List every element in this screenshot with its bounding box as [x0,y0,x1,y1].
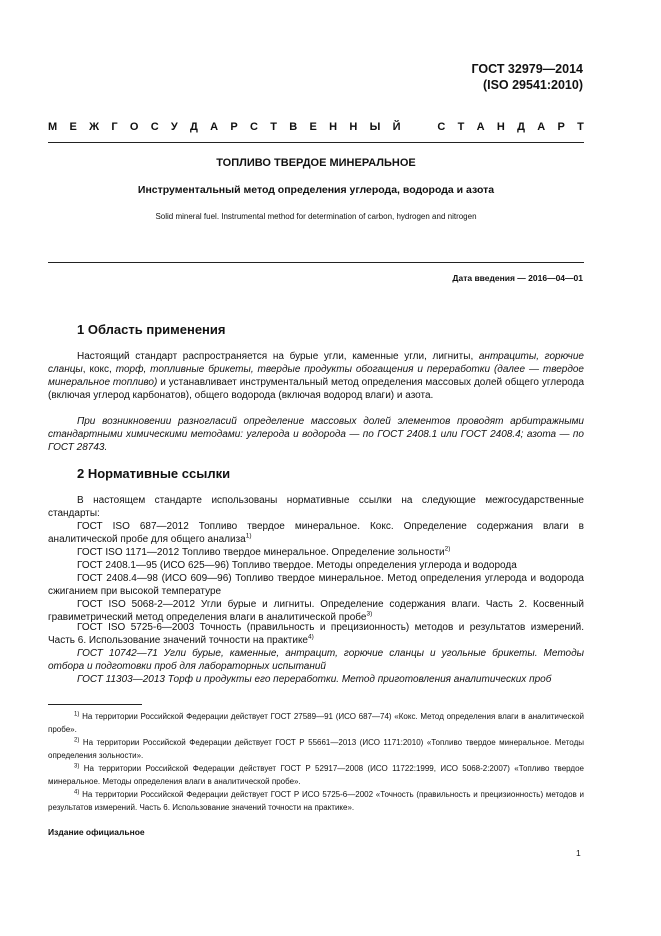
reference-text: ГОСТ ISO 5068-2—2012 Угли бурые и лигниты. Определение содержания влаги. Часть 2. Косвенный гравиметрический метод определения влаги в аналитической пробе [48,599,584,623]
caption-letter: Р [230,121,238,133]
official-edition-label: Издание официальное [48,827,145,837]
footnote-text: На территории Российской Федерации действует ГОСТ Р ИСО 5725-6—2002 «Точность (правильность и прецизионность) методов и результатов измерений. Часть 6. Использование значений точности на практике». [48,790,584,812]
reference-text: ГОСТ 11303—2013 Торф и продукты его переработки. Метод приготовления аналитических проб [77,674,552,685]
caption-letter: Т [270,121,277,133]
footnote-divider [48,704,142,705]
caption-letter: В [289,121,298,133]
english-title: Solid mineral fuel. Instrumental method for determination of carbon, hydrogen and nitrogen [155,212,477,221]
standard-number: ГОСТ 32979—2014 [471,62,583,76]
reference-text: ГОСТ 2408.4—98 (ИСО 609—96) Топливо твердое минеральное. Метод определения углерода и водорода сжиганием при высокой температуре [48,573,584,597]
caption-letter: С [150,121,159,133]
reference-text: ГОСТ ISO 687—2012 Топливо твердое минеральное. Кокс. Определение содержания влаги в аналитической пробе для общего анализа [48,521,584,545]
scope-text-italic: торф, топливные брикеты, твердые продукты обогащения и переработки (далее — твердое минеральное топливо) [48,364,584,388]
caption-letter: Д [190,121,198,133]
caption-letter: А [210,121,219,133]
reference-text: ГОСТ ISO 5725-6—2003 Точность (правильность и прецизионность) методов и результатов измерений. Часть 6. Использование значений точности на практике [48,622,584,646]
footnote-mark: 4) [74,789,80,796]
interstate-standard-caption [48,121,584,133]
caption-letter: М [48,121,58,133]
reference-item [48,572,584,598]
footnote-mark: 3) [74,763,80,770]
caption-letter: А [476,121,485,133]
caption-letter: О [129,121,139,133]
reference-text: ГОСТ 2408.1—95 (ИСО 625—96) Топливо твердое. Методы определения углерода и водорода [77,560,517,571]
footnote-marker[interactable]: 2) [444,545,451,553]
caption-letter: Г [111,121,118,133]
footnote-mark: 1) [74,711,80,718]
iso-number: (ISO 29541:2010) [482,78,583,92]
caption-letter: Т [457,121,465,133]
caption-letter: Н [349,121,358,133]
caption-letter: А [537,121,546,133]
caption-letter: Р [557,121,565,133]
document-title: ТОПЛИВО ТВЕРДОЕ МИНЕРАЛЬНОЕ [216,157,416,169]
references-intro: В настоящем стандарте использованы нормативные ссылки на следующие межгосударственные стандарты: [48,495,584,519]
footnote [48,736,584,762]
arbitration-paragraph: При возникновении разногласий определение массовых долей элементов проводят арбитражными стандартными химическими методами: углерода и водорода — по ГОСТ 2408.1 или ГОСТ 2408.4; азота — по ГОСТ 28743. [48,416,584,453]
footnote-text: На территории Российской Федерации действует ГОСТ Р 55661—2013 (ИСО 1171:2010) «Топливо твердое минеральное. Методы определения зольности». [48,738,584,760]
caption-letter: Д [517,121,525,133]
section-2-heading: 2 Нормативные ссылки [77,466,231,481]
caption-letter: Т [577,121,584,133]
caption-letter: Н [496,121,505,133]
caption-letter: С [250,121,258,133]
reference-item [48,546,584,559]
document-subtitle: Инструментальный метод определения углерода, водорода и азота [137,184,495,196]
reference-item [48,621,584,647]
reference-item [48,520,584,546]
footnote-marker[interactable]: 4) [308,633,314,641]
reference-text: ГОСТ 10742—71 Угли бурые, каменные, антрацит, горючие сланцы и угольные брикеты. Методы отбора и подготовки проб для лабораторных испытаний [48,648,584,672]
reference-item [48,559,584,572]
caption-letter: С [437,121,446,133]
scope-text: , кокс, [82,364,116,375]
footnote-text: На территории Российской Федерации действует ГОСТ Р 52917—2008 (ИСО 11722:1999, ИСО 5068-2:2007) «Топливо твердое минеральное. Методы определения влаги в аналитической пробе». [48,764,584,786]
caption-letter: Й [392,121,401,133]
introduction-date: Дата введения — 2016—04—01 [452,273,583,283]
footnote-marker[interactable]: 1) [245,532,252,540]
reference-item [48,647,584,673]
caption-letter: Ж [89,121,100,133]
footnote [48,762,584,788]
scope-text: Настоящий стандарт распространяется на бурые угли, каменные угли, лигниты, [77,351,479,362]
caption-letter: У [170,121,178,133]
footnote [48,710,584,736]
reference-text: ГОСТ ISO 1171—2012 Топливо твердое минеральное. Определение зольности [77,547,445,558]
caption-letter: Н [329,121,338,133]
caption-letter: Ы [369,121,381,133]
reference-item [48,673,584,686]
footnote-text: На территории Российской Федерации действует ГОСТ 27589—91 (ИСО 687—74) «Кокс. Метод определения влаги в аналитической пробе». [48,712,584,734]
header-divider [48,142,584,143]
scope-text: и устанавливает инструментальный метод определения массовых долей общего углерода (включая углерод карбонатов), общего водорода (включая водород влаги) и азота. [48,377,585,401]
footnote [48,788,584,814]
caption-letter: Е [309,121,317,133]
footnote-mark: 2) [74,737,80,744]
page-number: 1 [576,848,581,858]
footnote-marker[interactable]: 3) [366,610,373,618]
scope-text-italic: антрациты, горючие сланцы [48,351,584,375]
caption-letter: Е [69,121,77,133]
scope-paragraph [48,350,584,402]
title-divider [48,262,584,263]
section-1-heading: 1 Область применения [77,322,226,337]
